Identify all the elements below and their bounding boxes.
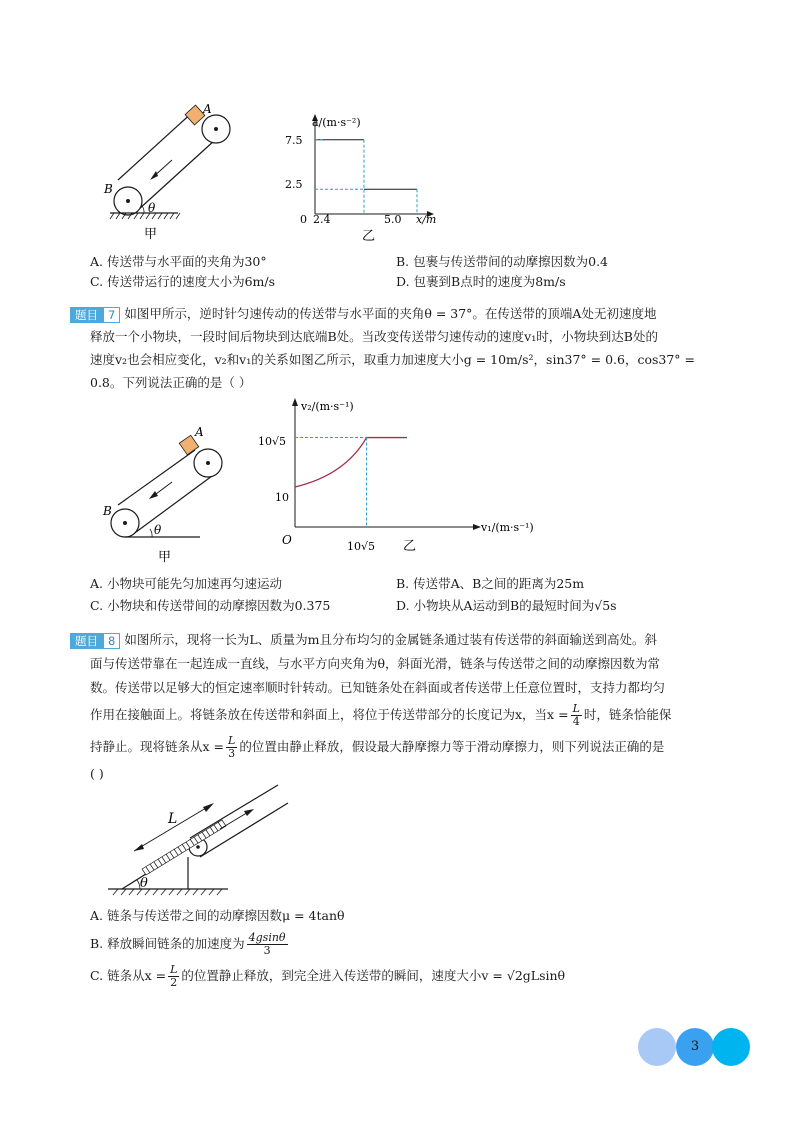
y-tick-label: 2.5	[285, 178, 303, 191]
q7-option-a[interactable]: A. 小物块可能先匀加速再匀速运动	[90, 576, 282, 591]
label-theta: θ	[140, 876, 148, 891]
chart-v2-vs-v1	[255, 392, 555, 557]
figure-caption: 甲	[158, 550, 172, 565]
q7-line-2: 释放一个小物块，一段时间后物块到达底端B处。当改变传送带匀速传动的速度v₁时，小物块到达B处的	[90, 329, 658, 344]
q7-line-3: 速度v₂也会相应变化，v₂和v₁的关系如图乙所示，取重力加速度大小g = 10m/s²，sin37° = 0.6，cos37° =	[90, 352, 696, 367]
page-circle-left	[638, 1028, 676, 1066]
page-circle-right	[712, 1028, 750, 1066]
y-tick-label: 10√5	[258, 435, 287, 448]
fraction-l-over-3: $\frac{L}{3}$	[228, 734, 236, 760]
q6-option-b[interactable]: B. 包裹与传送带间的动摩擦因数为0.4	[396, 254, 609, 269]
q8-line-1: 题目 8 如图所示，现将一长为L、质量为m且分布均匀的金属链条通过装有传送带的斜面输送到高处。斜	[70, 628, 657, 652]
x-tick-label: 5.0	[384, 213, 402, 226]
fraction-l-over-4: $\frac{L}{4}$	[572, 702, 580, 728]
curve-rising	[295, 438, 367, 487]
q8-line-6: ( )	[90, 766, 104, 781]
fraction-l-over-2: $\frac{L}{2}$	[170, 963, 178, 989]
label-theta: θ	[154, 523, 162, 537]
q8-badge: 题目 8	[70, 629, 120, 652]
q6-option-a[interactable]: A. 传送带与水平面的夹角为30°	[90, 254, 267, 269]
q8-line-2: 面与传送带靠在一起连成一直线，与水平方向夹角为θ，斜面光滑，链条与传送带之间的动摩擦因数为常	[90, 656, 661, 671]
package-block	[185, 105, 205, 125]
q7-figure-conveyor	[100, 420, 220, 570]
q8-line-3: 数。传送带以足够大的恒定速率顺时针转动。已知链条处在斜面或者传送带上任意位置时，支持力都均匀	[90, 680, 666, 695]
q7-option-d[interactable]: D. 小物块从A运动到B的最短时间为√5s	[396, 598, 617, 613]
q6-option-c[interactable]: C. 传送带运行的速度大小为6m/s	[90, 274, 275, 289]
label-A: A	[195, 425, 204, 439]
q8-line-5: 持静止。现将链条从x = $\frac{L}{3}$ 的位置由静止释放，假设最大静摩擦力等于滑动摩擦力，则下列说法正确的是	[90, 734, 665, 760]
page-number: 3	[690, 1039, 700, 1054]
q7-badge: 题目 7	[70, 303, 120, 326]
chart-a-vs-x	[280, 110, 450, 245]
chart-caption: 乙	[403, 539, 417, 554]
q7-line-1: 题目 7 如图甲所示，逆时针匀速传动的传送带与水平面的夹角θ = 37°。在传送带的顶端A处无初速度地	[70, 302, 656, 326]
figure-1-conveyor	[100, 100, 210, 245]
chart-caption: 乙	[362, 229, 376, 244]
y-tick-label: 7.5	[285, 134, 303, 147]
q6-option-d[interactable]: D. 包裹到B点时的速度为8m/s	[396, 274, 566, 289]
label-L: L	[168, 811, 178, 827]
y-tick-label: 10	[275, 491, 289, 504]
x-tick-label: 10√5	[347, 540, 376, 553]
label-theta: θ	[148, 201, 156, 215]
q7-line-4: 0.8。下列说法正确的是（ ）	[90, 375, 252, 390]
figure-caption: 甲	[144, 227, 158, 242]
y-axis-label: a/(m·s⁻²)	[312, 116, 361, 129]
q7-option-c[interactable]: C. 小物块和传送带间的动摩擦因数为0.375	[90, 598, 331, 613]
x-axis-label: x/m	[416, 213, 437, 226]
y-axis-label: v₂/(m·s⁻¹)	[301, 400, 354, 413]
origin-label: O	[282, 533, 292, 547]
conveyor-belt-diagram	[110, 105, 230, 219]
x-tick-label: 2.4	[313, 213, 331, 226]
q8-figure-chain	[100, 785, 290, 900]
label-A: A	[203, 102, 212, 116]
q8-option-c[interactable]: C. 链条从x = $\frac{L}{2}$ 的位置静止释放，到完全进入传送带的瞬间，速度大小v = √2gLsinθ	[90, 963, 566, 989]
label-B: B	[103, 504, 112, 518]
x-axis-label: v₁/(m·s⁻¹)	[481, 521, 534, 534]
q8-option-a[interactable]: A. 链条与传送带之间的动摩擦因数μ = 4tanθ	[90, 908, 345, 923]
chain	[142, 820, 226, 875]
origin-label: 0	[300, 213, 307, 226]
q8-line-4: 作用在接触面上。将链条放在传送带和斜面上，将位于传送带部分的长度记为x，当x = $\frac{L}{4}$ 时，链条恰能保	[90, 702, 672, 728]
q7-option-b[interactable]: B. 传送带A、B之间的距离为25m	[396, 576, 585, 591]
fraction-4gsin-over-3: $\frac{4gsin\theta}{3}$	[248, 931, 286, 957]
q8-option-b[interactable]: B. 释放瞬间链条的加速度为 $\frac{4gsin\theta}{3}$	[90, 931, 286, 957]
label-B: B	[104, 182, 113, 196]
